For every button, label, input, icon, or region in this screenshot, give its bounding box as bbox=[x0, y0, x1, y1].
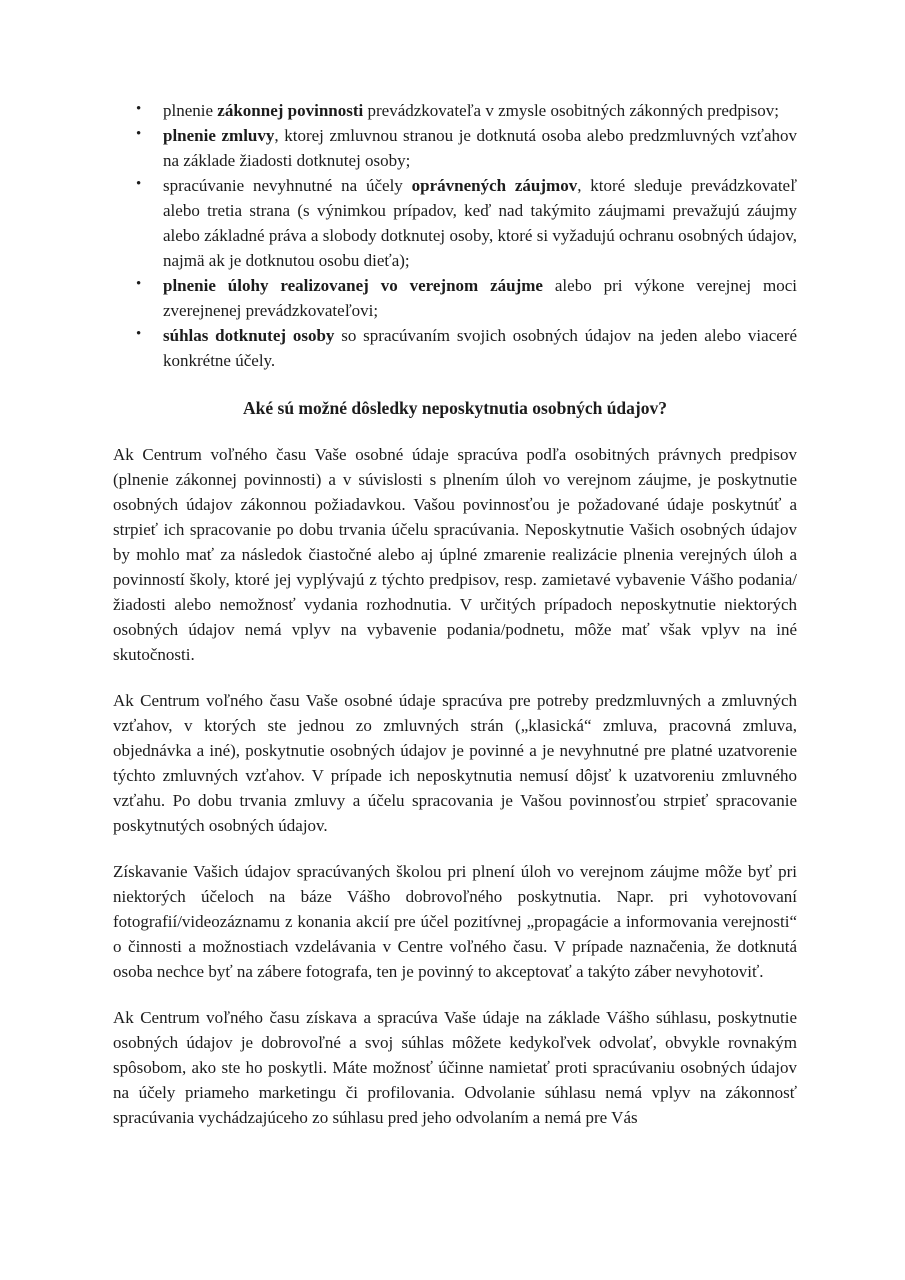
paragraph: Ak Centrum voľného času získava a spracúva Vaše údaje na základe Vášho súhlasu, poskytnutie osobných údajov je dobrovoľné a svoj súhlas môžete kedykoľvek odvolať, obvykle rovnakým spôsobom, ako ste ho poskytli. Máte možnosť účinne namietať proti spracúvaniu osobných údajov na účely priameho marketingu či profilovania. Odvolanie súhlasu nemá vplyv na zákonnosť spracúvania vychádzajúceho zo súhlasu pred jeho odvolaním a nemá pre Vás bbox=[113, 1008, 797, 1127]
bullet-item bbox=[113, 273, 797, 323]
paragraph: Ak Centrum voľného času Vaše osobné údaje spracúva pre potreby predzmluvných a zmluvných vzťahov, v ktorých ste jednou zo zmluvných strán („klasická“ zmluva, pracovná zmluva, objednávka a iné), poskytnutie osobných údajov je povinné a je nevyhnutné pre platné uzatvorenie týchto zmluvných vzťahov. V prípade ich neposkytnutia nemusí dôjsť k uzatvoreniu zmluvného vzťahu. Po dobu trvania zmluvy a účelu spracovania je Vašou povinnosťou strpieť spracovanie poskytnutých osobných údajov. bbox=[113, 691, 797, 835]
paragraph: Ak Centrum voľného času Vaše osobné údaje spracúva podľa osobitných právnych predpisov (plnenie zákonnej povinnosti) a v súvislosti s plnením úloh vo verejnom záujme, je poskytnutie osobných údajov zákonnou požiadavkou. Vašou povinnosťou je požadované údaje poskytnúť a strpieť ich spracovanie po dobu trvania účelu spracúvania. Neposkytnutie Vašich osobných údajov by mohlo mať za následok čiastočné alebo aj úplné zmarenie realizácie plnenia verejných úloh a povinností školy, ktoré jej vyplývajú z týchto predpisov, resp. zamietavé vybavenie Vášho podania/žiadosti alebo nemožnosť vydania rozhodnutia. V určitých prípadoch neposkytnutie niektorých osobných údajov nemá vplyv na vybavenie podania/podnetu, môže mať však vplyv na iné skutočnosti. bbox=[113, 445, 797, 664]
bullet-marker-icon: • bbox=[136, 126, 142, 142]
bullet-text: plnenie zákonnej povinnosti prevádzkovateľa v zmysle osobitných zákonných predpisov; bbox=[163, 101, 779, 120]
bullet-text: súhlas dotknutej osoby so spracúvaním svojich osobných údajov na jeden alebo viaceré konkrétne účely. bbox=[163, 326, 797, 370]
paragraph-section bbox=[113, 442, 797, 1130]
bullet-list bbox=[113, 98, 797, 373]
bullet-marker-icon: • bbox=[136, 101, 142, 117]
document-content bbox=[113, 98, 797, 1130]
bullet-text: plnenie úlohy realizovanej vo verejnom záujme alebo pri výkone verejnej moci zverejnenej prevádzkovateľovi; bbox=[163, 276, 797, 320]
bullet-item bbox=[113, 98, 797, 123]
bullet-item bbox=[113, 323, 797, 373]
section-heading: Aké sú možné dôsledky neposkytnutia osobných údajov? bbox=[243, 398, 667, 418]
bullet-text: plnenie zmluvy, ktorej zmluvnou stranou je dotknutá osoba alebo predzmluvných vzťahov na základe žiadosti dotknutej osoby; bbox=[163, 126, 797, 170]
bullet-text: spracúvanie nevyhnutné na účely oprávnených záujmov, ktoré sleduje prevádzkovateľ alebo tretia strana (s výnimkou prípadov, keď nad takýmito záujmami prevažujú záujmy alebo základné práva a slobody dotknutej osoby, ktoré si vyžadujú ochranu osobných údajov, najmä ak je dotknutou osobu dieťa); bbox=[163, 176, 797, 270]
paragraph: Získavanie Vašich údajov spracúvaných školou pri plnení úloh vo verejnom záujme môže byť pri niektorých účeloch na báze Vášho dobrovoľného poskytnutia. Napr. pri vyhotovovaní fotografií/videozáznamu z konania akcií pre účel pozitívnej „propagácie a informovania verejnosti“ o činnosti a možnostiach vzdelávania v Centre voľného času. V prípade naznačenia, že dotknutá osoba nechce byť na zábere fotografa, ten je povinný to akceptovať a takýto záber nevyhotoviť. bbox=[113, 862, 797, 981]
bullet-marker-icon: • bbox=[136, 276, 142, 292]
bullet-marker-icon: • bbox=[136, 176, 142, 192]
bullet-item bbox=[113, 173, 797, 273]
bullet-item bbox=[113, 123, 797, 173]
bullet-marker-icon: • bbox=[136, 326, 142, 342]
